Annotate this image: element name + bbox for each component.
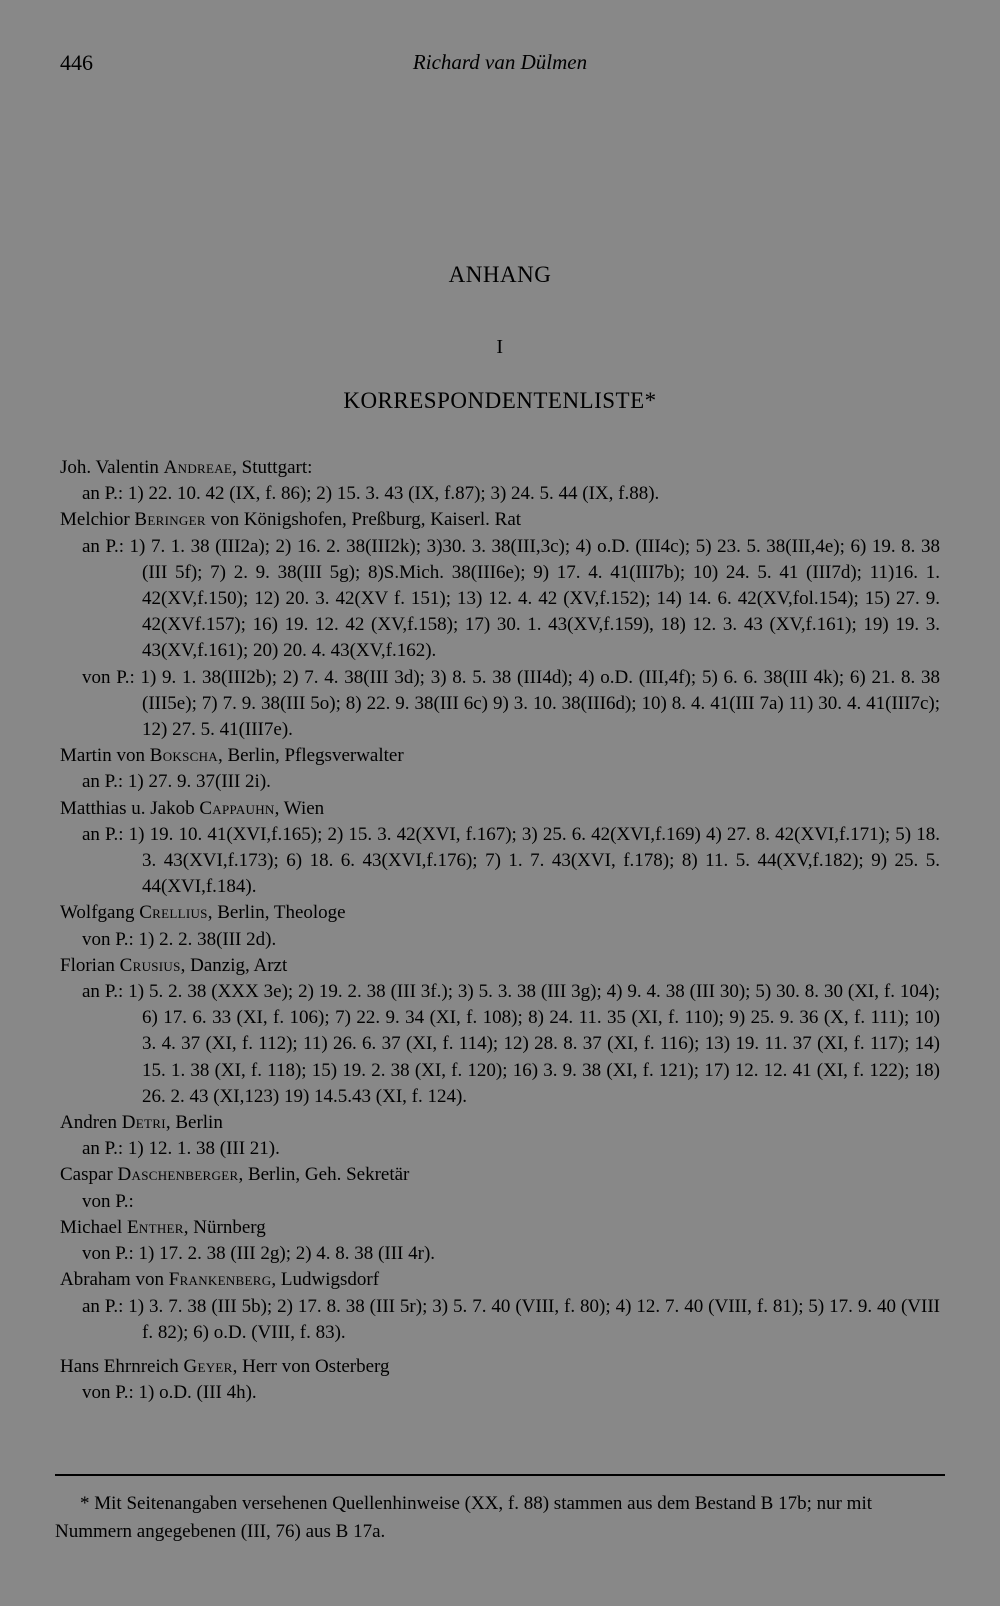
letter-list: von P.: 1) 17. 2. 38 (III 2g); 2) 4. 8. 38 (III 4r).	[82, 1243, 436, 1265]
letter-list: von P.:	[82, 1190, 134, 1212]
correspondent-name	[60, 1110, 940, 1136]
section-number: I	[496, 336, 504, 358]
correspondent-surname: Crusius	[119, 954, 181, 976]
correspondent-entry	[60, 743, 940, 795]
correspondent-surname: Bokscha	[149, 745, 218, 767]
correspondent-first-name: Abraham von	[60, 1269, 169, 1291]
correspondent-name	[60, 1215, 940, 1241]
correspondent-name	[60, 796, 940, 822]
correspondent-details: , Nürnberg	[183, 1216, 266, 1238]
letter-list: an P.: 1) 5. 2. 38 (XXX 3e); 2) 19. 2. 38 (III 3f.); 3) 5. 3. 38 (III 3g); 4) 9. 4. 38 (III 30); 5) 30. 8. 30 (XI, f. 104); 6) 17. 6. 33 (XI, f. 106); 7) 22. 9. 34 (XI, f. 108); 8) 24. 11. 35 (XI, f. 110); 9) 25. 9. 36 (X, f. 111); 10) 3. 4. 37 (XI, f. 112); 11) 26. 6. 37 (XI, f. 114); 12) 28. 8. 37 (XI, f. 116); 13) 19. 11. 37 (XI, f. 117); 14) 15. 1. 38 (XI, f. 118); 15) 19. 2. 38 (XI, f. 120); 16) 3. 9. 38 (XI, f. 121); 17) 12. 12. 41 (XI, f. 122); 18) 26. 2. 43 (XI,123) 19) 14.5.43 (XI, f. 124).	[82, 981, 940, 1107]
letter-list: an P.: 1) 7. 1. 38 (III2a); 2) 16. 2. 38(III2k); 3)30. 3. 38(III,3c); 4) o.D. (III4c); 5) 23. 5. 38(III,4e); 6) 19. 8. 38 (III 5f); 7) 2. 9. 38(III 5g); 8)S.Mich. 38(III6e); 9) 17. 4. 41(III7b); 10) 24. 5. 41 (III7d); 11)16. 1. 42(XV,f.150); 12) 20. 3. 42(XV f. 151); 13) 12. 4. 42 (XV,f.152); 14) 14. 6. 42(XV,fol.154); 15) 27. 9. 42(XVf.157); 16) 19. 12. 42 (XV,f.158); 17) 30. 1. 43(XV,f.159), 18) 12. 3. 43 (XV,f.161); 19) 19. 3. 43(XV,f.161); 20) 20. 4. 43(XV,f.162).	[82, 535, 940, 662]
correspondent-details: , Berlin, Pflegsverwalter	[217, 745, 404, 767]
correspondent-name	[60, 953, 940, 979]
entry-gap	[60, 1346, 940, 1354]
running-head	[60, 50, 940, 80]
correspondent-surname: Frankenberg	[168, 1269, 272, 1291]
correspondent-entry	[60, 953, 940, 1110]
running-title: Richard van Dülmen	[412, 50, 588, 74]
correspondent-name	[60, 507, 940, 533]
correspondent-details: , Berlin, Theologe	[207, 902, 346, 924]
correspondent-entry	[60, 455, 940, 507]
correspondent-entry	[60, 900, 940, 952]
correspondent-entry	[60, 1267, 940, 1346]
correspondent-name	[60, 1162, 940, 1188]
correspondent-entry	[60, 1162, 940, 1214]
correspondent-first-name: Wolfgang	[60, 902, 140, 924]
correspondent-entry	[60, 1354, 940, 1406]
correspondent-details: , Wien	[274, 797, 325, 819]
correspondent-details: von Königshofen, Preßburg, Kaiserl. Rat	[205, 509, 522, 531]
correspondent-details: , Berlin, Geh. Sekretär	[238, 1164, 410, 1186]
letter-list: an P.: 1) 12. 1. 38 (III 21).	[82, 1138, 280, 1160]
correspondent-details: , Berlin	[165, 1112, 223, 1134]
correspondent-surname: Detri	[121, 1112, 166, 1134]
correspondent-first-name: Martin von	[60, 745, 150, 767]
correspondent-entry	[60, 796, 940, 901]
letter-list: an P.: 1) 27. 9. 37(III 2i).	[82, 771, 271, 793]
correspondent-surname: Andreae	[163, 457, 233, 478]
correspondent-details: , Stuttgart:	[232, 457, 313, 478]
correspondent-entry	[60, 1110, 940, 1162]
correspondent-first-name: Caspar	[60, 1164, 118, 1186]
page-number: 446	[60, 50, 93, 75]
correspondent-surname: Beringer	[134, 509, 206, 531]
correspondent-entry	[60, 507, 940, 743]
correspondent-name	[60, 1354, 940, 1380]
letter-list: von P.: 1) 9. 1. 38(III2b); 2) 7. 4. 38(III 3d); 3) 8. 5. 38 (III4d); 4) o.D. (III,4f); 5) 6. 6. 38(III 4k); 6) 21. 8. 38 (III5e); 7) 7. 9. 38(III 5o); 8) 22. 9. 38(III 6c) 9) 3. 10. 38(III6d); 10) 8. 4. 41(III 7a) 11) 30. 4. 41(III7c); 12) 27. 5. 41(III7e).	[82, 666, 940, 741]
correspondent-details: , Danzig, Arzt	[180, 954, 288, 976]
correspondent-details: , Ludwigsdorf	[271, 1269, 380, 1291]
correspondent-details: , Herr von Osterberg	[232, 1355, 390, 1377]
correspondent-entry	[60, 1215, 940, 1267]
correspondent-surname: Enther	[127, 1216, 184, 1238]
correspondent-name	[60, 900, 940, 926]
correspondent-name	[60, 743, 940, 769]
correspondent-surname: Daschenberger	[117, 1164, 239, 1186]
correspondent-list	[60, 455, 940, 1406]
correspondent-first-name: Matthias u. Jakob	[60, 797, 200, 819]
letter-list: von P.: 1) o.D. (III 4h).	[82, 1382, 257, 1404]
footnote: * Mit Seitenangaben versehenen Quellenhinweise (XX, f. 88) stammen aus dem Bestand B 17b; nur mit Nummern angegebenen (III, 76) aus B 17a.	[55, 1493, 873, 1542]
footnote-rule	[55, 1474, 945, 1476]
list-heading: KORRESPONDENTENLISTE*	[343, 388, 657, 413]
correspondent-first-name: Michael	[60, 1216, 128, 1238]
correspondent-surname: Cappauhn	[199, 797, 275, 819]
correspondent-first-name: Hans Ehrnreich	[60, 1355, 184, 1377]
letter-list: an P.: 1) 19. 10. 41(XVI,f.165); 2) 15. 3. 42(XVI, f.167); 3) 25. 6. 42(XVI,f.169) 4) 27. 8. 42(XVI,f.171); 5) 18. 3. 43(XVI,f.173); 6) 18. 6. 43(XVI,f.176); 7) 1. 7. 43(XVI, f.178); 8) 11. 5. 44(XV,f.182); 9) 25. 5. 44(XVI,f.184).	[82, 823, 940, 898]
correspondent-name	[60, 1267, 940, 1293]
letter-list: an P.: 1) 22. 10. 42 (IX, f. 86); 2) 15. 3. 43 (IX, f.87); 3) 24. 5. 44 (IX, f.88).	[82, 483, 660, 505]
letter-list: an P.: 1) 3. 7. 38 (III 5b); 2) 17. 8. 38 (III 5r); 3) 5. 7. 40 (VIII, f. 80); 4) 12. 7. 40 (VIII, f. 81); 5) 17. 9. 40 (VIII f. 82); 6) o.D. (VIII, f. 83).	[82, 1295, 940, 1343]
correspondent-first-name: Andren	[60, 1112, 122, 1134]
correspondent-surname: Geyer	[183, 1355, 233, 1377]
correspondent-first-name: Florian	[60, 954, 120, 976]
correspondent-first-name: Melchior	[60, 509, 135, 531]
correspondent-surname: Crellius	[139, 902, 208, 924]
letter-list: von P.: 1) 2. 2. 38(III 2d).	[82, 928, 277, 950]
correspondent-first-name: Joh. Valentin	[60, 457, 164, 478]
correspondent-name	[60, 455, 940, 481]
section-heading-anhang: ANHANG	[448, 262, 552, 287]
